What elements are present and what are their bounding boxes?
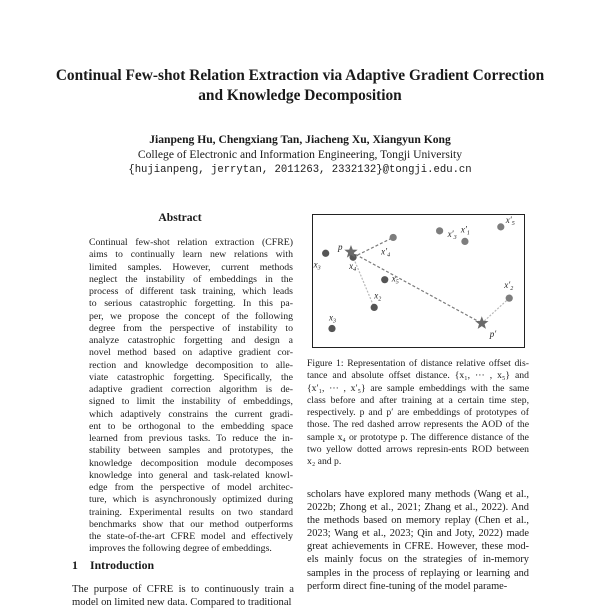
text-line: stability between samples and prototypes, the xyxy=(89,445,293,457)
text-line: the state-of-the-art CFRE model and effectively xyxy=(89,531,293,542)
text-line: model on limited new data. Compared to traditional xyxy=(72,597,292,608)
text-line: perform direct fine-tuning of the model parame- xyxy=(307,580,508,592)
point-label-x4: $x_4$ xyxy=(349,261,357,274)
text-line: ture, which is asynchronously optimized during xyxy=(89,494,293,506)
right-column-body xyxy=(307,488,529,593)
text-line: those. The red dashed arrow represents the AOD of the xyxy=(307,419,529,431)
text-line: aims to continually learn new relations with xyxy=(89,249,293,261)
aod-dashed-arrow xyxy=(351,252,482,323)
text-line: the methods based on memory replay (Chen et al., xyxy=(307,515,529,527)
text-line: rection and knowledge decomposition to alle- xyxy=(89,359,293,371)
figure-1 xyxy=(312,214,525,348)
text-line: scholars have explored many methods (Wang et al., xyxy=(307,489,529,500)
point-label-x5p: $x'_5$ xyxy=(505,215,515,227)
text-line: samples in the process of replaying or learning and xyxy=(307,567,529,579)
text-line: 2023; Wang et al., 2023; Qin and Joty, 2022) made xyxy=(307,528,529,540)
text-line: benchmarks show that our method outperforms xyxy=(89,518,293,530)
section-number: 1 xyxy=(72,558,78,572)
author-list: Jianpeng Hu, Chengxiang Tan, Jiacheng Xu, Xiangyun Kong xyxy=(149,133,451,146)
text-line: els mainly focus on the strategies of in-memory xyxy=(307,554,529,566)
point-label-x3p: $x'_3$ xyxy=(447,228,457,241)
text-line: edge from the perspective of model architec- xyxy=(89,482,293,493)
prototype-label-p: p xyxy=(337,241,343,252)
text-line: novel method based on adaptive gradient cor- xyxy=(89,347,293,359)
text-line: to serious catastrophic forgetting. In this pa- xyxy=(89,298,293,310)
text-line: viate catastrophic forgetting. Specifically, the xyxy=(89,371,293,383)
paper-title xyxy=(0,66,600,106)
text-line: limited samples. However, current methods xyxy=(89,261,293,273)
text-line: great achievements in CFRE. However, these mod- xyxy=(307,541,529,553)
embedding-point-x2p xyxy=(506,295,513,302)
text-line: adaptive gradient correction algorithm is de- xyxy=(89,384,293,395)
text-line: tance and absolute offset distance. {x₁, ··· , x₅} and xyxy=(307,370,529,382)
text-line: per, we propose the concept of the following xyxy=(89,310,293,322)
text-line: neglect the instability of embeddings in the xyxy=(89,273,293,285)
text-line: training. Experimental results on two standard xyxy=(89,506,293,518)
point-label-x1p: $x'_1$ xyxy=(460,224,470,237)
point-label-x3_top: $x_3$ xyxy=(328,312,336,325)
text-line: two yellow dotted arrows represin-ents ROD between xyxy=(307,444,529,456)
figure-1-diagram xyxy=(313,215,524,347)
section-title: Introduction xyxy=(90,558,155,572)
prototype-label-p_prime: p′ xyxy=(489,329,497,340)
text-line: {x′₁, ··· , x′₅} are sample embeddings with the same xyxy=(307,382,529,394)
point-label-x3: $x_3$ xyxy=(313,259,321,272)
text-line: learned from previous tasks. To reduce the in- xyxy=(89,433,293,444)
point-label-x2: $x_2$ xyxy=(374,290,382,303)
text-line: x₂ and p. xyxy=(307,456,342,468)
embedding-point-x2 xyxy=(371,304,378,311)
text-line: The purpose of CFRE is to continuously train a xyxy=(72,584,294,595)
text-line: improves the following degree of embeddings. xyxy=(89,543,272,555)
embedding-point-x5 xyxy=(381,276,388,283)
prototype-star-p_prime xyxy=(475,316,488,329)
embedding-point-x4p xyxy=(390,234,397,241)
text-line: ent to be orthogonal to the embedding space xyxy=(89,420,293,432)
text-line: knowledge into general and task-related knowl- xyxy=(89,469,293,481)
embedding-point-x5p xyxy=(497,223,504,230)
title-line: and Knowledge Decomposition xyxy=(198,87,402,104)
author-emails: {hujianpeng, jerrytan, 2011263, 2332132}@tongji.edu.cn xyxy=(128,164,472,176)
abstract-heading: Abstract xyxy=(158,211,202,224)
text-line: which adaptively constrains the current gradi- xyxy=(89,408,293,420)
text-line: sample x₄ or prototype p. The difference distance of the xyxy=(307,431,529,443)
embedding-point-x3p xyxy=(436,227,443,234)
section-heading-introduction xyxy=(72,558,154,573)
embedding-point-x3_top xyxy=(328,325,335,332)
figure-1-caption xyxy=(307,358,529,469)
text-line: Continual few-shot relation extraction (CFRE) xyxy=(89,237,293,248)
point-label-x5: $x_5$ xyxy=(391,273,399,286)
text-line: 2022b; Zhong et al., 2021; Zhang et al., 2022). And xyxy=(307,502,529,514)
text-line: respectively. p and p′ are embeddings of prototypes of xyxy=(307,407,529,419)
point-label-x2p: $x'_2$ xyxy=(504,280,514,293)
title-line: Continual Few-shot Relation Extraction via Adaptive Gradient Correction xyxy=(55,67,545,84)
embedding-point-x1p xyxy=(461,238,468,245)
text-line: degree from the perspective of instability to xyxy=(89,322,293,334)
text-line: Figure 1: Representation of distance relative offset dis- xyxy=(307,358,529,369)
abstract-body xyxy=(89,237,293,556)
introduction-body xyxy=(72,583,294,609)
text-line: process of different task training, which leads xyxy=(89,286,293,297)
text-line: signed to limit the instability of embeddings, xyxy=(89,396,293,408)
text-line: knowledge decomposition module decomposes xyxy=(89,457,293,469)
text-line: analyze catastrophic forgetting and design a xyxy=(89,335,293,346)
affiliation: College of Electronic and Information Engineering, Tongji University xyxy=(137,148,463,161)
text-line: class before and after training at a certain time step, xyxy=(307,394,529,406)
rod-dotted-arrow xyxy=(482,298,509,323)
point-label-x4p: $x'_4$ xyxy=(381,246,391,259)
embedding-point-x3 xyxy=(322,250,329,257)
